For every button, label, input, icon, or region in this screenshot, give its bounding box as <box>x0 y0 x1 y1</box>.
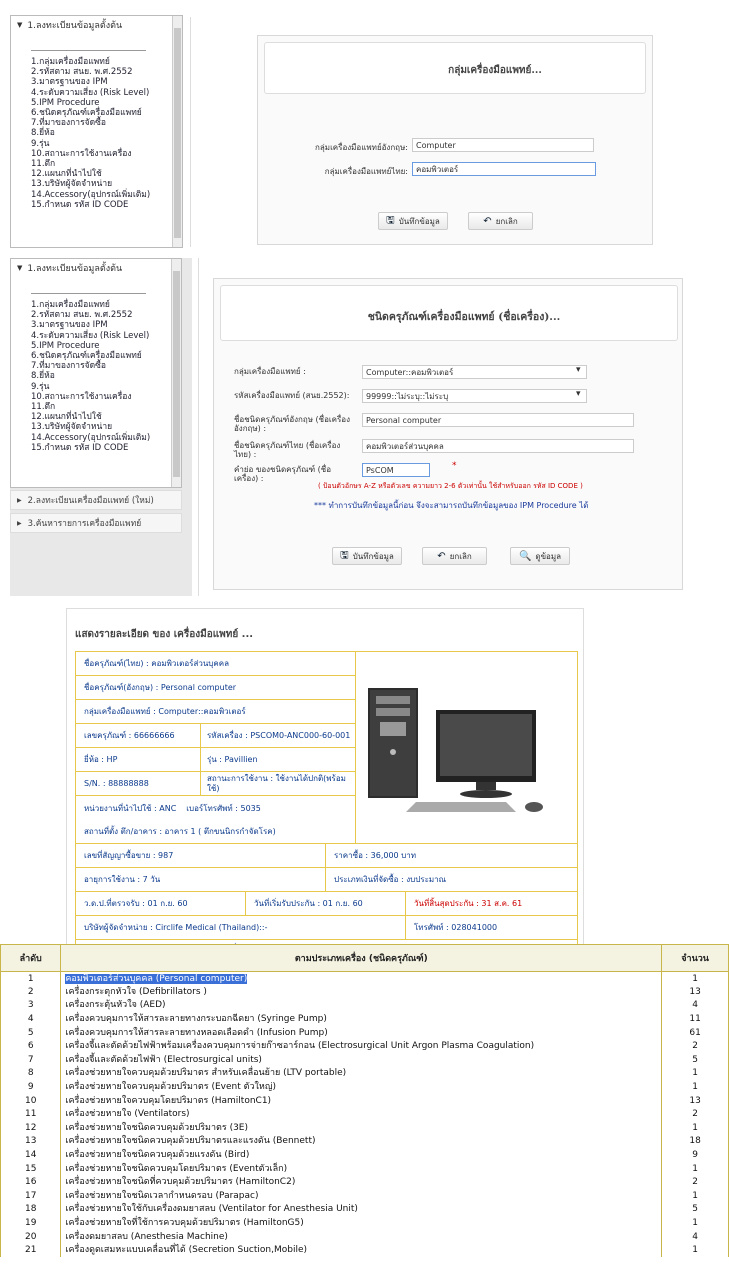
cancel-button[interactable]: ↶ ยกเลิก <box>422 547 487 565</box>
sidebar-item[interactable]: 1.กลุ่มเครื่องมือแพทย์ <box>31 300 110 310</box>
dropdown-arrow-icon[interactable]: ▾ <box>576 389 581 399</box>
usage-status: สถานะการใช้งาน : ใช้งานได้ปกติ(พร้อมใช้) <box>207 773 346 793</box>
table-cell: 21 <box>1 1243 61 1257</box>
group-th-input[interactable]: คอมพิวเตอร์ <box>412 162 596 176</box>
form-label: กลุ่มเครื่องมือแพทย์ : <box>234 367 306 376</box>
selected-text[interactable]: คอมพิวเตอร์ส่วนบุคคล (Personal computer) <box>65 973 248 984</box>
device-code: รหัสเครื่อง : PSCOM0-ANC000-60-001 <box>207 730 351 740</box>
page-title: กลุ่มเครื่องมือแพทย์... <box>448 65 542 76</box>
summary-table <box>0 944 729 1257</box>
sidebar-item[interactable]: 5.IPM Procedure <box>31 97 100 108</box>
sidebar-header[interactable]: ▼ 1.ลงทะเบียนข้อมูลตั้งต้น <box>17 264 123 274</box>
table-cell: เครื่องช่วยหายใจชนิดควบคุมด้วยปริมาตร (3E) <box>61 1121 662 1135</box>
table-row <box>1 985 729 999</box>
form-label: คำย่อ ของชนิดครุภัณฑ์ (ชื่อเครื่อง) : <box>234 465 332 483</box>
table-cell: 1 <box>662 1080 729 1094</box>
table-cell: เครื่องช่วยหายใจชนิดควบคุมโดยปริมาตร (Eventตัวเล็ก) <box>61 1162 662 1176</box>
table-cell: เครื่องควบคุมการให้สารละลายทางหลอดเลือดดำ (Infusion Pump) <box>61 1026 662 1040</box>
warranty-start: วันที่เริ่มรับประกัน : 01 ก.ย. 60 <box>254 899 363 908</box>
abbrev-hint: ( ป้อนตัวอักษร A-Z หรือตัวเลข ความยาว 2-6 ตัวเท่านั้น ใช้สำหรับออก รหัส ID CODE ) <box>318 482 583 490</box>
dropdown-arrow-icon[interactable]: ▾ <box>576 365 581 375</box>
age: อายุการใช้งาน : 7 วัน <box>84 875 161 884</box>
phone: เบอร์โทรศัพท์ : 5035 <box>186 803 261 813</box>
required-star: * <box>452 461 457 471</box>
table-cell: 8 <box>1 1067 61 1081</box>
table-cell: เครื่องช่วยหายใจชนิดควบคุมด้วยแรงดัน (Bird) <box>61 1148 662 1162</box>
sidebar-item[interactable]: 2.รหัสตาม สนย. พ.ศ.2552 <box>31 67 133 78</box>
sidebar-item[interactable]: 14.Accessory(อุปกรณ์เพิ่มเติม) <box>31 189 151 200</box>
sidebar-item[interactable]: 10.สถานะการใช้งานเครื่อง <box>31 148 132 159</box>
sidebar-item[interactable]: 5.IPM Procedure <box>31 340 100 351</box>
sidebar-item[interactable]: 15.กำหนด รหัส ID CODE <box>31 199 129 210</box>
table-cell: 14 <box>1 1148 61 1162</box>
sidebar-item[interactable]: 6.ชนิดครุภัณฑ์เครื่องมือแพทย์ <box>31 351 142 362</box>
table-cell: 20 <box>1 1230 61 1244</box>
sidebar-item[interactable]: 2.รหัสตาม สนย. พ.ศ.2552 <box>31 310 133 321</box>
table-cell: 4 <box>662 999 729 1013</box>
sidebar-item[interactable]: 15.กำหนด รหัส ID CODE <box>31 442 129 453</box>
table-cell: 9 <box>662 1148 729 1162</box>
view-data-button[interactable]: 🔍 ดูข้อมูล <box>510 547 570 565</box>
table-cell: 10 <box>1 1094 61 1108</box>
col-header-count: จำนวน <box>662 945 729 972</box>
table-row <box>1 1094 729 1108</box>
form-label: ชื่อชนิดครุภัณฑ์อังกฤษ (ชื่อเครื่องอังกฤษ) : <box>234 415 350 433</box>
table-row <box>1 1230 729 1244</box>
form-input[interactable]: Personal computer <box>362 413 634 427</box>
form-area-2 <box>198 258 690 596</box>
sidebar-item[interactable]: 7.ที่มาของการจัดซื้อ <box>31 361 107 372</box>
table-cell: 19 <box>1 1216 61 1230</box>
sidebar-item[interactable]: 11.ตึก <box>31 402 56 413</box>
scrollbar[interactable] <box>171 259 181 487</box>
sidebar-item[interactable]: 9.รุ่น <box>31 381 50 392</box>
table-row <box>1 972 729 986</box>
table-cell: 2 <box>662 1175 729 1189</box>
sidebar-item[interactable]: 12.แผนกที่นำไปใช้ <box>31 169 102 180</box>
contract-number: เลขที่สัญญาซื้อขาย : 987 <box>84 851 174 860</box>
table-cell: 15 <box>1 1162 61 1176</box>
table-cell: เครื่องช่วยหายใจชนิดควบคุมด้วยปริมาตรและแรงดัน (Bennett) <box>61 1135 662 1149</box>
thai-name: ชื่อครุภัณฑ์(ไทย) : คอมพิวเตอร์ส่วนบุคคล <box>84 659 229 668</box>
table-cell: 13 <box>662 1094 729 1108</box>
save-button[interactable]: 🖫 บันทึกข้อมูล <box>378 212 448 230</box>
desktop-computer-icon <box>356 652 578 844</box>
table-cell: 2 <box>662 1107 729 1121</box>
sidebar-item[interactable]: 12.แผนกที่นำไปใช้ <box>31 412 102 423</box>
undo-icon: ↶ <box>483 215 492 227</box>
table-cell: 11 <box>662 1012 729 1026</box>
table-cell: เครื่องจี้และตัดด้วยไฟฟ้าพร้อมเครื่องควบคุมการจ่ายก๊าซอาร์กอน (Electrosurgical Unit Argon Plasma Coagulation) <box>61 1039 662 1053</box>
price: ราคาซื้อ : 36,000 บาท <box>334 851 417 860</box>
detail-panel <box>66 608 584 948</box>
table-cell: 13 <box>662 985 729 999</box>
summary-table-wrap <box>0 944 729 1264</box>
sidebar-header[interactable]: ▼ 1.ลงทะเบียนข้อมูลตั้งต้น <box>17 21 123 31</box>
table-cell: 5 <box>662 1053 729 1067</box>
form-label: รหัสเครื่องมือแพทย์ (สนย.2552): <box>234 391 350 400</box>
triangle-right-icon: ▶ <box>17 496 22 504</box>
table-cell: 1 <box>662 1243 729 1257</box>
check-date: ว.ด.ป.ที่ตรวจรับ : 01 ก.ย. 60 <box>84 899 188 908</box>
floppy-disk-icon: 🖫 <box>340 549 349 561</box>
table-row <box>1 1026 729 1040</box>
table-cell: เครื่องช่วยหายใจ (Ventilators) <box>61 1107 662 1121</box>
table-row <box>1 1148 729 1162</box>
triangle-down-icon: ▼ <box>17 264 23 272</box>
table-row <box>1 1175 729 1189</box>
divider <box>31 50 146 51</box>
table-cell: 2 <box>662 1039 729 1053</box>
sidebar-item[interactable]: 7.ที่มาของการจัดซื้อ <box>31 118 107 129</box>
table-cell: 1 <box>662 972 729 986</box>
table-cell: เครื่องช่วยหายใจชนิดที่ควบคุมด้วยปริมาตร (HamiltonC2) <box>61 1175 662 1189</box>
page-title: ชนิดครุภัณฑ์เครื่องมือแพทย์ (ชื่อเครื่อง)... <box>367 311 561 323</box>
table-row <box>1 1121 729 1135</box>
table-cell: 1 <box>662 1162 729 1176</box>
sidebar-item[interactable]: 4.ระดับความเสี่ยง (Risk Level) <box>31 87 150 98</box>
sidebar-item[interactable]: 9.รุ่น <box>31 138 50 149</box>
location: สถานที่ตั้ง ตึก/อาคาร : อาคาร 1 ( ตึกขนนิกรกำจัดโรค) <box>84 827 276 836</box>
table-cell: 61 <box>662 1026 729 1040</box>
col-header-type: ตามประเภทเครื่อง (ชนิดครุภัณฑ์) <box>61 945 662 972</box>
group-en-input[interactable]: Computer <box>412 138 594 152</box>
label-group-en: กลุ่มเครื่องมือแพทย์อังกฤษ: <box>315 143 408 152</box>
sidebar-item[interactable]: 6.ชนิดครุภัณฑ์เครื่องมือแพทย์ <box>31 108 142 119</box>
sidebar-menu <box>10 15 183 248</box>
table-cell: 17 <box>1 1189 61 1203</box>
table-cell: 12 <box>1 1121 61 1135</box>
warranty-end: วันที่สิ้นสุดประกัน : 31 ส.ค. 61 <box>414 899 523 908</box>
device-group: กลุ่มเครื่องมือแพทย์ : Computer::คอมพิวเตอร์ <box>84 707 246 716</box>
table-row <box>1 1203 729 1217</box>
triangle-down-icon: ▼ <box>17 21 23 29</box>
floppy-disk-icon: 🖫 <box>386 214 395 226</box>
title-box <box>220 285 678 341</box>
sidebar-item[interactable]: 11.ตึก <box>31 159 56 170</box>
save-button[interactable]: 🖫 บันทึกข้อมูล <box>332 547 402 565</box>
table-cell: เครื่องดูดเสมหะแบบเคลื่อนที่ได้ (Secretion Suction,Mobile) <box>61 1243 662 1257</box>
table-row <box>1 1039 729 1053</box>
magnifier-icon: 🔍 <box>518 550 532 562</box>
sidebar-list <box>11 57 182 210</box>
title-box <box>264 42 646 94</box>
vendor: บริษัทผู้จัดจำหน่าย : Circlife Medical (Thailand)::- <box>84 923 268 932</box>
table-row <box>1 1080 729 1094</box>
table-cell: เครื่องควบคุมการให้สารละลายทางกระบอกฉีดยา (Syringe Pump) <box>61 1012 662 1026</box>
accordion-search[interactable]: ▶ 3.ค้นหารายการเครื่องมือแพทย์ <box>10 513 182 533</box>
table-row <box>1 1107 729 1121</box>
table-cell: 4 <box>1 1012 61 1026</box>
department: หน่วยงานที่นำไปใช้ : ANC <box>84 803 177 813</box>
table-cell: 11 <box>1 1107 61 1121</box>
table-cell: 18 <box>662 1135 729 1149</box>
table-cell: เครื่องช่วยหายใจชนิดเวลากำหนดรอบ (Parapac) <box>61 1189 662 1203</box>
sidebar-menu-2 <box>10 258 182 488</box>
form-input[interactable]: PsCOM <box>362 463 430 477</box>
sidebar-item[interactable]: 10.สถานะการใช้งานเครื่อง <box>31 391 132 402</box>
table-cell: เครื่องจี้และตัดด้วยไฟฟ้า (Electrosurgical units) <box>61 1053 662 1067</box>
table-cell: เครื่องช่วยหายใจควบคุมด้วยปริมาตร สำหรับเคลื่อนย้าย (LTV portable) <box>61 1067 662 1081</box>
table-cell: 1 <box>662 1216 729 1230</box>
form-label: ชื่อชนิดครุภัณฑ์ไทย (ชื่อเครื่องไทย) : <box>234 441 341 459</box>
undo-icon: ↶ <box>437 550 446 562</box>
table-cell: เครื่องกระตุกหัวใจ (Defibrillators ) <box>61 985 662 999</box>
english-name: ชื่อครุภัณฑ์(อังกฤษ) : Personal computer <box>84 683 237 692</box>
triangle-right-icon: ▶ <box>17 519 22 527</box>
form-area <box>190 17 660 247</box>
table-cell: เครื่องกระตุ้นหัวใจ (AED) <box>61 999 662 1013</box>
serial-number: S/N. : 88888888 <box>84 779 149 788</box>
table-row <box>1 999 729 1013</box>
table-cell: 1 <box>662 1189 729 1203</box>
table-cell: 2 <box>1 985 61 999</box>
sidebar-item[interactable]: 8.ยี่ห้อ <box>31 128 55 139</box>
table-row <box>1 1067 729 1081</box>
budget-type: ประเภทเงินที่จัดซื้อ : งบประมาณ <box>334 875 447 884</box>
detail-grid <box>75 651 578 951</box>
table-cell: 13 <box>1 1135 61 1149</box>
table-row <box>1 1162 729 1176</box>
sidebar-item[interactable]: 14.Accessory(อุปกรณ์เพิ่มเติม) <box>31 432 151 443</box>
table-cell: 7 <box>1 1053 61 1067</box>
sidebar-column <box>10 258 192 596</box>
cancel-button[interactable]: ↶ ยกเลิก <box>468 212 533 230</box>
table-cell: เครื่องช่วยหายใจใช้กับเครื่องดมยาสลบ (Ventilator for Anesthesia Unit) <box>61 1203 662 1217</box>
table-row <box>1 1135 729 1149</box>
table-cell: 1 <box>662 1067 729 1081</box>
label-group-th: กลุ่มเครื่องมือแพทย์ไทย: <box>324 167 408 176</box>
sidebar-item[interactable]: 3.มาตรฐานของ IPM <box>31 77 108 88</box>
vendor-phone: โทรศัพท์ : 028041000 <box>414 923 498 932</box>
table-cell <box>61 972 662 986</box>
form-select[interactable]: 99999::ไม่ระบุ::ไม่ระบุ <box>362 389 587 403</box>
table-cell: 9 <box>1 1080 61 1094</box>
table-cell: 6 <box>1 1039 61 1053</box>
sidebar-item[interactable]: 1.กลุ่มเครื่องมือแพทย์ <box>31 57 110 67</box>
brand: ยี่ห้อ : HP <box>84 755 118 764</box>
table-row <box>1 1012 729 1026</box>
sidebar-item[interactable]: 13.บริษัทผู้จัดจำหน่าย <box>31 179 113 190</box>
section-1 <box>10 15 660 250</box>
form-panel <box>257 35 653 245</box>
sidebar-list <box>11 300 181 453</box>
model: รุ่น : Pavillien <box>207 755 258 764</box>
section-2 <box>10 258 690 596</box>
asset-number: เลขครุภัณฑ์ : 66666666 <box>84 731 175 740</box>
table-cell: เครื่องช่วยหายใจควบคุมโดยปริมาตร (HamiltonC1) <box>61 1094 662 1108</box>
table-cell: 18 <box>1 1203 61 1217</box>
sidebar-item[interactable]: 3.มาตรฐานของ IPM <box>31 320 108 331</box>
sidebar-item[interactable]: 8.ยี่ห้อ <box>31 371 55 382</box>
divider <box>31 293 146 294</box>
table-cell: 4 <box>662 1230 729 1244</box>
form-panel-2 <box>213 278 683 590</box>
table-cell: เครื่องช่วยหายใจควบคุมด้วยปริมาตร (Event ตัวใหญ่) <box>61 1080 662 1094</box>
table-row <box>1 1216 729 1230</box>
form-input[interactable]: คอมพิวเตอร์ส่วนบุคคล <box>362 439 634 453</box>
table-cell: เครื่องดมยาสลบ (Anesthesia Machine) <box>61 1230 662 1244</box>
save-note: *** ทำการบันทึกข้อมูลนี้ก่อน จึงจะสามารถบันทึกข้อมูลของ IPM Procedure ได้ <box>314 501 589 510</box>
accordion-register-new[interactable]: ▶ 2.ลงทะเบียนเครื่องมือแพทย์ (ใหม่) <box>10 490 182 510</box>
computer-image <box>356 652 578 844</box>
table-cell: เครื่องช่วยหายใจที่ใช้การควบคุมด้วยปริมาตร (HamiltonG5) <box>61 1216 662 1230</box>
sidebar-item[interactable]: 4.ระดับความเสี่ยง (Risk Level) <box>31 330 150 341</box>
table-row <box>1 1243 729 1257</box>
sidebar-item[interactable]: 13.บริษัทผู้จัดจำหน่าย <box>31 422 113 433</box>
col-header-order: ลำดับ <box>1 945 61 972</box>
form-select[interactable]: Computer::คอมพิวเตอร์ <box>362 365 587 379</box>
table-cell: 16 <box>1 1175 61 1189</box>
table-cell: 1 <box>1 972 61 986</box>
scrollbar[interactable] <box>172 16 182 247</box>
table-row <box>1 1053 729 1067</box>
table-cell: 3 <box>1 999 61 1013</box>
detail-title: แสดงรายละเอียด ของ เครื่องมือแพทย์ ... <box>75 629 254 640</box>
table-cell: 5 <box>1 1026 61 1040</box>
table-row <box>1 1189 729 1203</box>
table-cell: 5 <box>662 1203 729 1217</box>
table-cell: 1 <box>662 1121 729 1135</box>
